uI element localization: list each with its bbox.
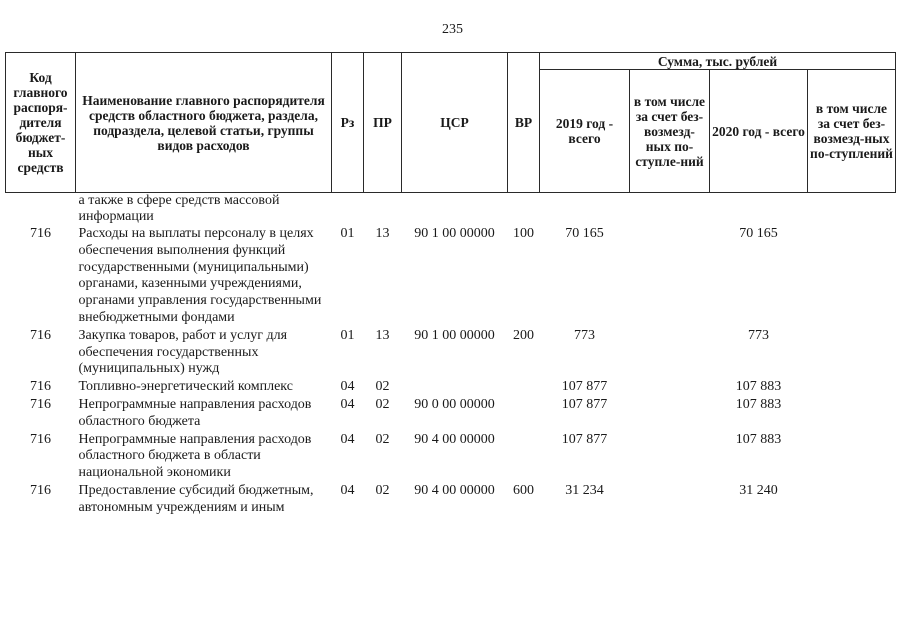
cell-b2019 xyxy=(630,328,710,379)
table-row xyxy=(6,226,896,328)
header-2019-total: 2019 год - всего xyxy=(540,70,630,193)
cell-name: Предоставление субсидий бюджетным, автономным учреждениям и иным xyxy=(78,482,314,515)
cell-b2020 xyxy=(808,328,896,379)
cell-pr: 02 xyxy=(375,396,390,412)
cell-s2019: 773 xyxy=(574,327,595,343)
cell-s2019: 107 877 xyxy=(561,431,608,447)
table-row xyxy=(6,397,896,432)
cell-b2019 xyxy=(630,226,710,328)
header-sum-group: Сумма, тыс. рублей xyxy=(540,53,896,70)
cell-s2019: 107 877 xyxy=(561,379,608,395)
cell-vr xyxy=(508,432,540,483)
cell-s2019: 31 234 xyxy=(565,482,604,498)
cell-vr xyxy=(508,379,540,397)
cell-b2020 xyxy=(808,379,896,397)
header-2020-total: 2020 год - всего xyxy=(710,70,808,193)
cell-b2020 xyxy=(808,432,896,483)
cell-vr: 200 xyxy=(513,327,534,343)
cell-pr: 13 xyxy=(375,327,390,343)
cell-b2019 xyxy=(630,432,710,483)
budget-table xyxy=(5,52,896,518)
cell-vr: 100 xyxy=(513,226,534,241)
cell-s2019: 107 877 xyxy=(561,396,608,412)
header-csr: ЦСР xyxy=(402,53,508,193)
cell-b2019 xyxy=(630,379,710,397)
page-number: 235 xyxy=(442,22,463,37)
table-row xyxy=(6,432,896,483)
continuation-row xyxy=(6,193,896,227)
cell-csr: 90 0 00 00000 xyxy=(414,396,495,412)
cell-rz: 01 xyxy=(340,226,355,241)
header-rz: Рз xyxy=(332,53,364,193)
cell-b2020 xyxy=(808,226,896,328)
cell-b2020 xyxy=(808,397,896,432)
header-name: Наименование главного распорядителя средств областного бюджета, раздела, подраздела, целевой статьи, группы видов расходов xyxy=(76,53,332,193)
cell-name: Закупка товаров, работ и услуг для обеспечения государственных (муниципальных) нужд xyxy=(78,327,288,377)
table-header xyxy=(6,53,896,193)
cell-b2019 xyxy=(630,397,710,432)
cell-rz: 04 xyxy=(340,482,355,498)
cell-b2020 xyxy=(808,483,896,518)
continuation-text: а также в сфере средств массовой информации xyxy=(78,193,280,224)
cell-s2020: 107 883 xyxy=(735,379,782,395)
header-vr: ВР xyxy=(508,53,540,193)
header-2019-grants: в том числе за счет без-возмезд-ных по-ступле-ний xyxy=(630,70,710,193)
cell-csr xyxy=(402,379,508,397)
table-row xyxy=(6,483,896,518)
cell-vr: 600 xyxy=(513,482,534,498)
cell-name: Расходы на выплаты персоналу в целях обеспечения выполнения функций государственными (муниципальными) органами, казенными учреждениями, органами управления государственными внебюджетными фондами xyxy=(78,226,322,325)
cell-name: Непрограммные направления расходов областного бюджета в области национальной экономики xyxy=(78,431,312,481)
table-row xyxy=(6,328,896,379)
header-kod: Код главного распоря-дителя бюджет-ных средств xyxy=(6,53,76,193)
cell-kod: 716 xyxy=(30,396,51,412)
cell-rz: 01 xyxy=(340,327,355,343)
cell-csr: 90 1 00 00000 xyxy=(414,226,495,241)
cell-s2020: 773 xyxy=(748,327,769,343)
cell-csr: 90 1 00 00000 xyxy=(414,327,495,343)
cell-rz: 04 xyxy=(340,396,355,412)
cell-s2019: 70 165 xyxy=(565,226,604,241)
cell-pr: 02 xyxy=(375,379,390,395)
cell-pr: 13 xyxy=(375,226,390,241)
cell-s2020: 107 883 xyxy=(735,431,782,447)
table-row xyxy=(6,379,896,397)
cell-kod: 716 xyxy=(30,482,51,498)
cell-pr: 02 xyxy=(375,431,390,447)
header-2020-grants: в том числе за счет без-возмезд-ных по-ступлений xyxy=(808,70,896,193)
cell-name: Топливно-энергетический комплекс xyxy=(78,379,293,395)
cell-vr xyxy=(508,397,540,432)
table-body xyxy=(6,193,896,518)
header-pr: ПР xyxy=(364,53,402,193)
cell-s2020: 70 165 xyxy=(739,226,778,241)
cell-kod: 716 xyxy=(30,431,51,447)
cell-b2019 xyxy=(630,483,710,518)
cell-pr: 02 xyxy=(375,482,390,498)
cell-rz: 04 xyxy=(340,431,355,447)
cell-s2020: 31 240 xyxy=(739,482,778,498)
cell-csr: 90 4 00 00000 xyxy=(414,482,495,498)
cell-rz: 04 xyxy=(340,379,355,395)
cell-kod: 716 xyxy=(30,379,51,395)
cell-name: Непрограммные направления расходов областного бюджета xyxy=(78,396,312,429)
cell-s2020: 107 883 xyxy=(735,396,782,412)
cell-kod: 716 xyxy=(30,226,51,241)
cell-csr: 90 4 00 00000 xyxy=(414,431,495,447)
cell-kod: 716 xyxy=(30,327,51,343)
